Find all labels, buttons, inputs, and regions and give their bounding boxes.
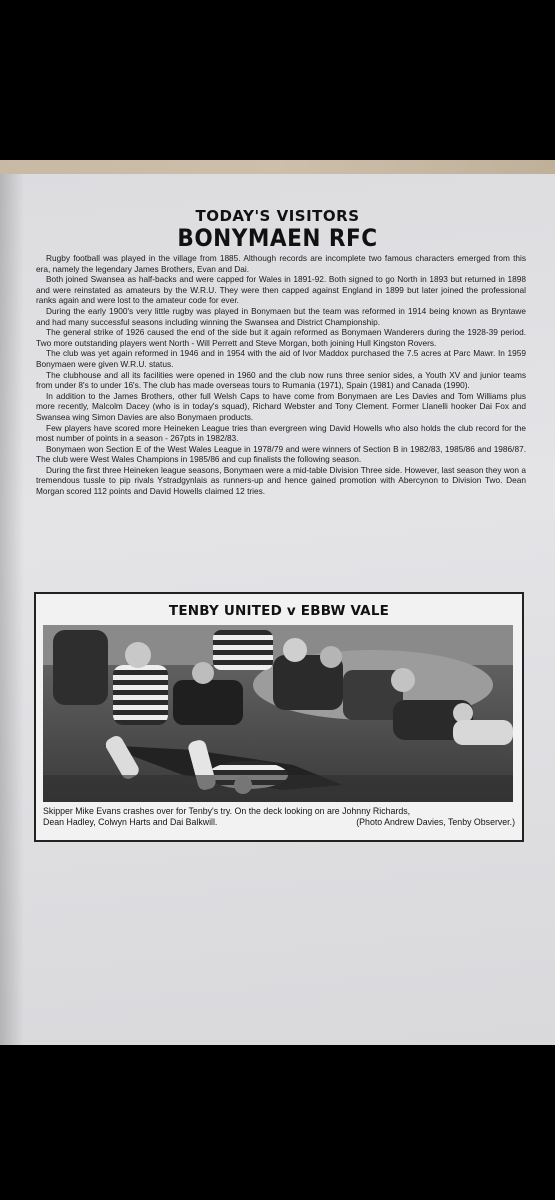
article-paragraph: Rugby football was played in the village from 1885. Although records are incomplete two famous characters emerged from this era, namely the legendary James Brothers, Evan and Dai.: [36, 253, 526, 274]
photo-caption: [43, 806, 515, 828]
page-kicker: TODAY'S VISITORS: [195, 207, 360, 225]
article-paragraph: During the first three Heineken league seasons, Bonymaen were a mid-table Division Three side. However, last season they won a tremendous tussle to pip rivals Ystradgynlais as runners-up and hence gained promotion with Abercynon to Division Two. Dean Morgan scored 112 points and David Howells claimed 12 tries.: [36, 464, 526, 497]
article-paragraph: During the early 1900's very little rugby was played in Bonymaen but the team was reformed in 1914 being known as Bryntawe and had many successful seasons including winning the Swansea and District Championship.: [36, 305, 526, 327]
rugby-match-photo: [43, 625, 513, 802]
photo-title: TENBY UNITED v EBBW VALE: [168, 603, 390, 619]
rugby-scrum-image: [43, 625, 513, 802]
programme-page: [0, 160, 555, 1045]
article-paragraph: Both joined Swansea as half-backs and were capped for Wales in 1891-92. Both signed to go North in 1893 but returned in 1898 and were reinstated as amateurs by the W.R.U. They were then capped against England in 1899 but later joined the professional ranks again and were lost to the amateur code for ever.: [36, 274, 526, 306]
caption-line: Skipper Mike Evans crashes over for Tenby's try. On the deck looking on are Johnny Richards,: [43, 806, 411, 816]
article-paragraph: The clubhouse and all its facilities were opened in 1960 and the club now runs three senior sides, a Youth XV and junior teams from under 8's to under 16's. The club has made overseas tours to Rumania (1971), Spain (1981) and Canada (1990).: [36, 369, 526, 391]
article-paragraph: Few players have scored more Heineken League tries than evergreen wing David Howells who also holds the club record for the most number of points in a season - 267pts in 1982/83.: [36, 422, 526, 444]
article-paragraph: The club was yet again reformed in 1946 and in 1954 with the aid of Ivor Maddox purchased the 7.5 acres at Parc Mawr. In 1959 Bonymaen were given W.R.U. status.: [36, 348, 526, 369]
caption-line: Dean Hadley, Colwyn Harts and Dai Balkwill.: [43, 817, 218, 827]
article-paragraph: Bonymaen won Section E of the West Wales League in 1978/79 and were winners of Section B in 1982/83, 1985/86 and 1986/87. The club were West Wales Champions in 1985/86 and cup finalists the following season.: [36, 443, 526, 465]
article-paragraph: The general strike of 1926 caused the end of the side but it again reformed as Bonymaen Wanderers during the 1928-39 period. Two more outstanding players went North - Will Perrett and Steve Morgan, both joining Hull Kingston Rovers.: [36, 327, 526, 348]
club-history-article: [36, 253, 526, 497]
article-paragraph: In addition to the James Brothers, other full Welsh Caps to have come from Bonymaen are Les Davies and Tom Williams plus more recently, Malcolm Dacey (who is in today's squad), Richard Webster and Tony Clement. Former Llanelli hooker Dai Fox and Swansea wing Simon Davies are also Bonymaen products.: [36, 390, 526, 422]
photo-credit: (Photo Andrew Davies, Tenby Observer.): [356, 817, 515, 827]
page-title: BONYMAEN RFC: [177, 224, 378, 252]
photo-feature-box: [34, 592, 524, 842]
